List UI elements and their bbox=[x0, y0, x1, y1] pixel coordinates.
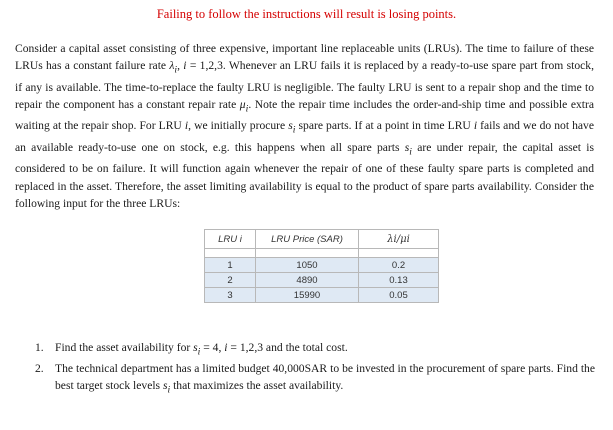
index-i: i bbox=[224, 341, 228, 354]
cell-ratio: 0.2 bbox=[359, 258, 439, 273]
question-text: that maximizes the asset availability. bbox=[170, 379, 344, 393]
lru-index-a: i bbox=[184, 119, 189, 133]
question-number: 2. bbox=[35, 362, 44, 376]
cell-price: 1050 bbox=[256, 258, 359, 273]
problem-text-7: fails and we do not have an available ready-to-use one on stock, e.g. this happens when all spare parts bbox=[15, 119, 594, 154]
spare-subscript-2: i bbox=[409, 146, 412, 158]
problem-text-1: Consider a capital asset consisting of three expensive, important line replaceable units (LRUs). The time to failure of these LRUs has a constant failure rate bbox=[15, 42, 594, 73]
spacer-cell bbox=[256, 249, 359, 258]
problem-statement bbox=[15, 40, 594, 212]
header-ratio: λi/μi bbox=[359, 230, 439, 249]
header-lru-i: LRU i bbox=[205, 230, 256, 249]
problem-text-5: , we initially procure bbox=[188, 119, 289, 133]
table-row bbox=[205, 273, 439, 288]
spare-subscript: i bbox=[292, 124, 296, 136]
cell-ratio: 0.13 bbox=[359, 273, 439, 288]
question-text: = 1,2,3 and the total cost. bbox=[227, 341, 348, 354]
header-lru-price: LRU Price (SAR) bbox=[256, 230, 359, 249]
question-item bbox=[35, 360, 595, 398]
cell-price: 4890 bbox=[256, 273, 359, 288]
spacer-cell bbox=[359, 249, 439, 258]
cell-lru: 3 bbox=[205, 288, 256, 303]
spare-subscript: i bbox=[167, 384, 171, 396]
lru-index-b: i bbox=[473, 119, 478, 133]
spare-symbol: s bbox=[288, 119, 293, 133]
instruction-warning: Failing to follow the instructions will result is losing points. bbox=[156, 7, 457, 21]
lru-input-table bbox=[204, 229, 439, 303]
cell-lru: 2 bbox=[205, 273, 256, 288]
problem-text-6: spare parts. If at a point in time LRU bbox=[295, 119, 474, 133]
question-text: The technical department has a limited budget 40,000SAR to be invested in the procurement of spare parts. Find the best target stock levels bbox=[55, 362, 595, 393]
table-spacer-row bbox=[205, 249, 439, 258]
question-text: Find the asset availability for bbox=[55, 341, 194, 354]
mu-symbol: μ bbox=[239, 97, 246, 111]
spare-symbol-2: s bbox=[404, 140, 410, 154]
table-row bbox=[205, 258, 439, 273]
index-i: i bbox=[183, 59, 187, 73]
problem-text-8: are under repair, the capital asset is considered to be on failure. It will function again whenever the repair of one of these faulty spare parts is completed and replaced in the asset. Therefore, the asset limiting availability is equal to the product of spare parts availability. Consider the following input for the three LRUs: bbox=[15, 140, 594, 210]
mu-subscript: i bbox=[245, 103, 249, 115]
spacer-cell bbox=[205, 249, 256, 258]
question-text: = 4, bbox=[200, 341, 225, 354]
lambda-subscript: i bbox=[174, 64, 178, 76]
problem-text-4: . Note the repair time includes the order-and-ship time and possible extra waiting at the repair shop. For LRU bbox=[15, 97, 594, 133]
table-header-row bbox=[205, 230, 439, 249]
lambda-symbol: λ bbox=[169, 59, 175, 73]
cell-price: 15990 bbox=[256, 288, 359, 303]
table-row bbox=[205, 288, 439, 303]
problem-text-2: , bbox=[177, 59, 184, 73]
cell-lru: 1 bbox=[205, 258, 256, 273]
cell-ratio: 0.05 bbox=[359, 288, 439, 303]
question-item bbox=[35, 339, 595, 360]
spare-symbol: s bbox=[162, 379, 168, 393]
question-number: 1. bbox=[35, 341, 44, 354]
problem-text-3: = 1,2,3. Whenever an LRU fails it is replaced by a ready-to-use spare part from stock, if any is available. The time-to-replace the faulty LRU is negligible. The faulty LRU is sent to a repair shop and the time to repair the component has a constant repair rate bbox=[15, 59, 594, 111]
spare-subscript: i bbox=[197, 346, 201, 358]
question-list bbox=[35, 339, 595, 399]
spare-symbol: s bbox=[193, 341, 198, 354]
